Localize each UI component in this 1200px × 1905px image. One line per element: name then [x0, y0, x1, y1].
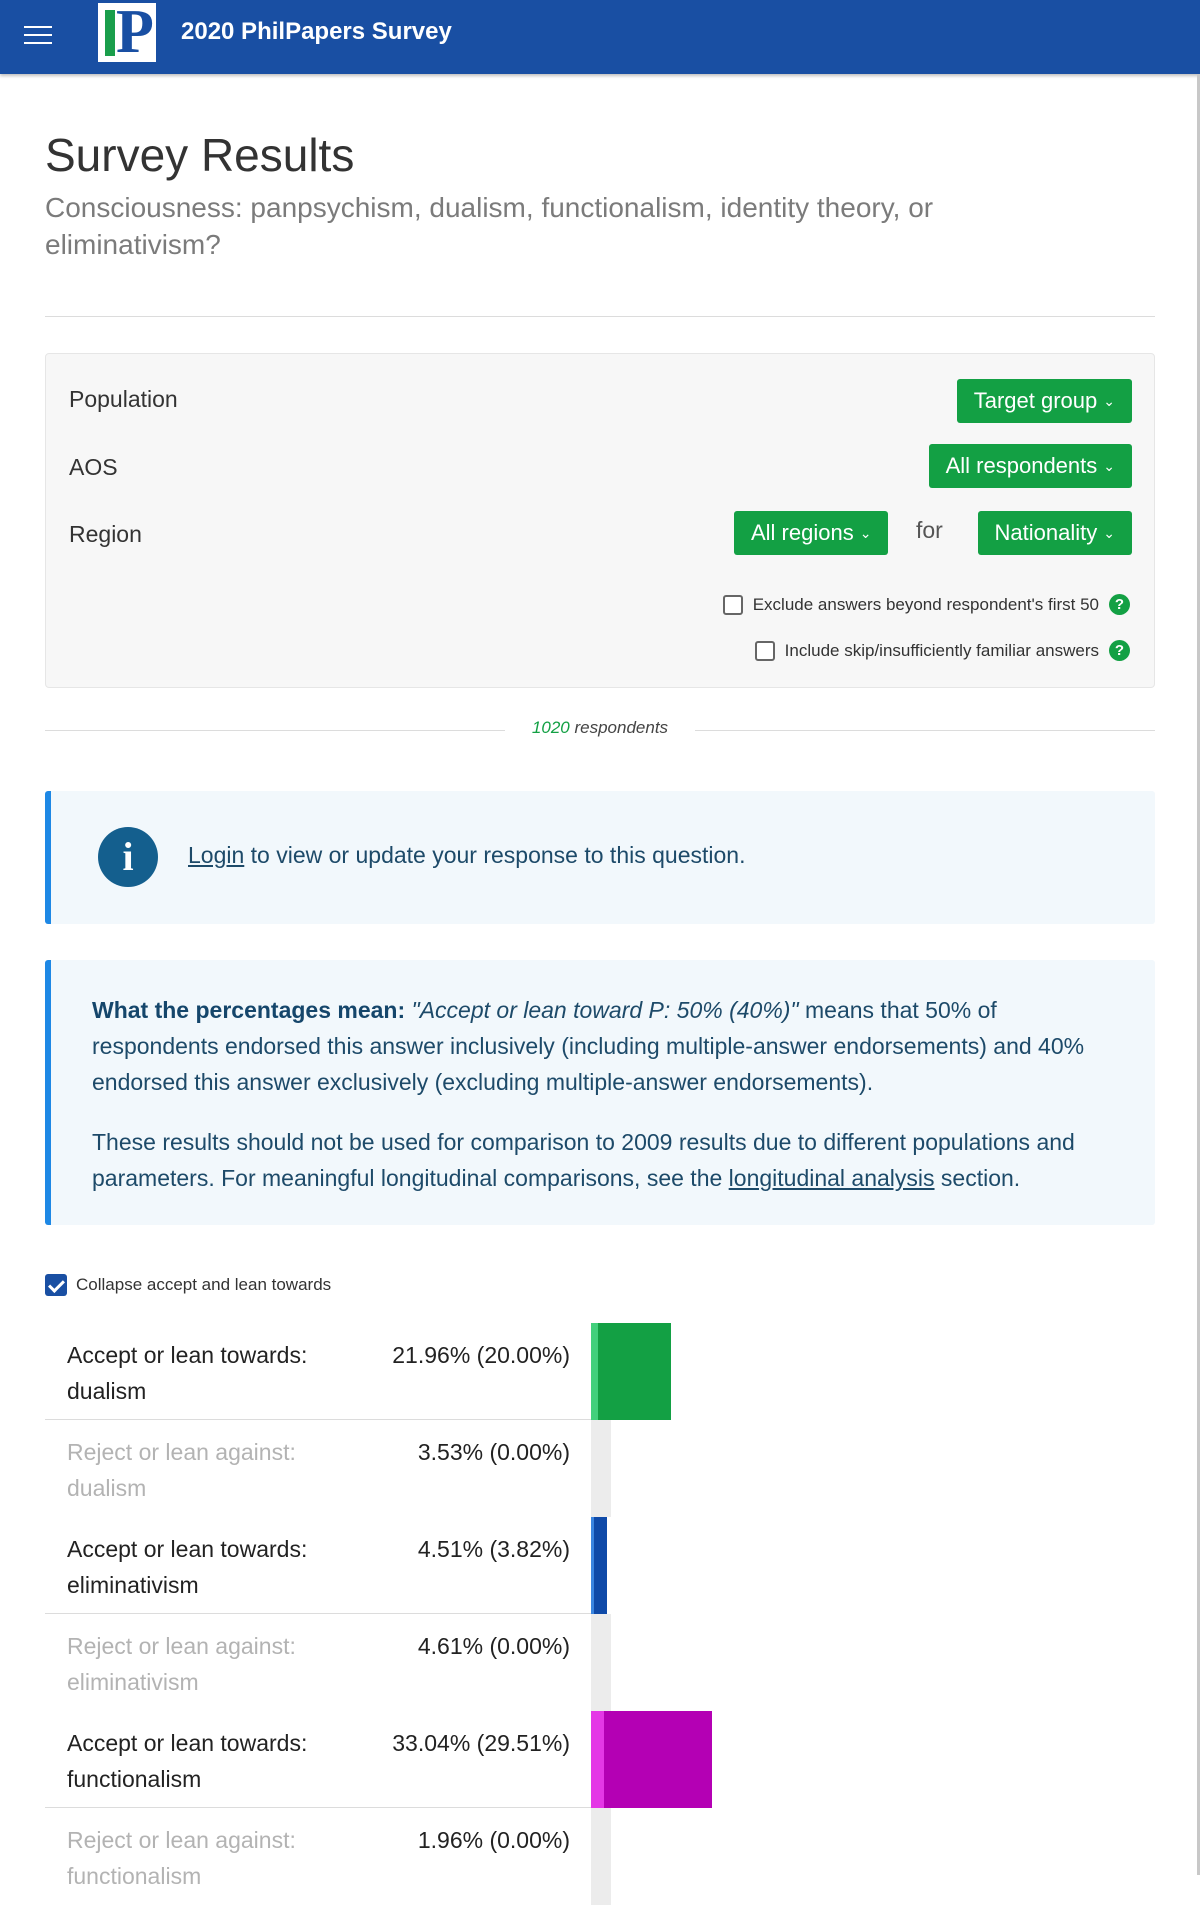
logo-letter: P — [116, 0, 154, 66]
top-app-bar — [0, 0, 1200, 74]
reject-bar — [591, 1420, 611, 1517]
reject-bar — [591, 1808, 611, 1905]
region-by-dropdown-label: Nationality — [994, 520, 1098, 545]
filters-panel — [45, 353, 1155, 688]
exclude-beyond-50-option — [723, 594, 1130, 615]
divider — [45, 316, 1155, 317]
result-label: Reject or lean against: eliminativism — [67, 1633, 296, 1695]
respondents-label: respondents — [574, 718, 669, 737]
respondents-number: 1020 — [531, 718, 570, 737]
result-label: Accept or lean towards: eliminativism — [67, 1536, 308, 1598]
aos-label: AOS — [69, 454, 118, 480]
aos-dropdown-label: All respondents — [945, 453, 1098, 478]
exclude-beyond-50-label[interactable]: Exclude answers beyond respondent's first 50 — [752, 594, 1099, 614]
exclude-beyond-50-checkbox[interactable] — [723, 595, 743, 615]
chevron-down-icon: ⌄ — [1103, 525, 1115, 541]
inclusive-bar-segment — [591, 1323, 598, 1420]
longitudinal-analysis-link[interactable]: longitudinal analysis — [728, 1165, 935, 1191]
explanation-paragraph-2 — [92, 1124, 1122, 1196]
chevron-down-icon: ⌄ — [1103, 393, 1115, 409]
region-label: Region — [69, 521, 142, 547]
result-percentage: 4.51% (3.82%) — [417, 1536, 570, 1562]
region-by-dropdown[interactable] — [978, 511, 1132, 555]
result-percentage: 21.96% (20.00%) — [392, 1342, 570, 1368]
explanation-example: "Accept or lean toward P: 50% (40%)" — [411, 997, 799, 1023]
region-dropdown-label: All regions — [751, 520, 854, 545]
explanation-text: means that 50% of respondents endorsed this answer inclusively (including multiple-answer endorsements) and 40% endorsed this answer exclusively (excluding multiple-answer endorsements). — [92, 997, 1085, 1095]
result-label: Reject or lean against: dualism — [67, 1439, 296, 1501]
chevron-down-icon: ⌄ — [859, 525, 872, 541]
help-icon[interactable]: ? — [1109, 594, 1130, 615]
login-message-text: to view or update your response to this question. — [244, 842, 746, 868]
exclusive-bar-segment — [594, 1517, 608, 1614]
explanation-bold-lead: What the percentages mean: — [92, 997, 406, 1023]
philpapers-logo[interactable] — [98, 0, 156, 66]
reject-bar — [591, 1614, 611, 1711]
longitudinal-text-end: section. — [934, 1165, 1021, 1191]
population-dropdown-label: Target group — [973, 388, 1098, 413]
for-label: for — [916, 517, 943, 543]
result-row — [45, 1323, 592, 1420]
info-icon: i — [98, 827, 158, 887]
menu-icon[interactable] — [24, 26, 52, 46]
result-row — [45, 1517, 592, 1614]
include-skip-label[interactable]: Include skip/insufficiently familiar answers — [784, 640, 1099, 660]
login-notice — [45, 791, 1155, 924]
result-row — [45, 1808, 592, 1905]
help-icon[interactable]: ? — [1109, 640, 1130, 661]
exclusive-bar-segment — [604, 1711, 712, 1808]
logo-green-stripe — [105, 10, 115, 56]
collapse-checkbox[interactable] — [45, 1274, 67, 1296]
result-label: Reject or lean against: functionalism — [67, 1827, 296, 1889]
page-title: Survey Results — [45, 129, 355, 181]
result-row — [45, 1614, 592, 1711]
question-subtitle: Consciousness: panpsychism, dualism, functionalism, identity theory, or eliminativism? — [45, 192, 934, 260]
chevron-down-icon: ⌄ — [1103, 458, 1115, 474]
result-label: Accept or lean towards: functionalism — [67, 1730, 308, 1792]
aos-dropdown[interactable] — [929, 444, 1132, 488]
respondents-count — [505, 718, 695, 738]
result-row — [45, 1420, 592, 1517]
collapse-label[interactable]: Collapse accept and lean towards — [76, 1275, 332, 1294]
app-title[interactable]: 2020 PhilPapers Survey — [181, 18, 452, 45]
exclusive-bar-segment — [598, 1323, 671, 1420]
percentages-explanation — [45, 960, 1155, 1225]
include-skip-option — [755, 640, 1130, 661]
region-dropdown[interactable] — [734, 511, 888, 555]
population-label: Population — [69, 386, 178, 412]
result-percentage: 4.61% (0.00%) — [417, 1633, 570, 1659]
result-percentage: 33.04% (29.51%) — [392, 1730, 570, 1756]
result-label: Accept or lean towards: dualism — [67, 1342, 308, 1404]
longitudinal-text-start: These results should not be used for comparison to 2009 results due to different populations and parameters. For meaningful longitudinal comparisons, see the — [92, 1129, 1075, 1191]
inclusive-bar-segment — [591, 1711, 604, 1808]
result-percentage: 3.53% (0.00%) — [417, 1439, 570, 1465]
collapse-toggle — [45, 1274, 331, 1296]
result-percentage: 1.96% (0.00%) — [417, 1827, 570, 1853]
include-skip-checkbox[interactable] — [755, 641, 775, 661]
result-row — [45, 1711, 592, 1808]
login-message — [188, 842, 745, 869]
explanation-paragraph-1 — [92, 992, 1122, 1100]
login-link[interactable]: Login — [188, 842, 245, 868]
population-dropdown[interactable] — [957, 379, 1132, 423]
